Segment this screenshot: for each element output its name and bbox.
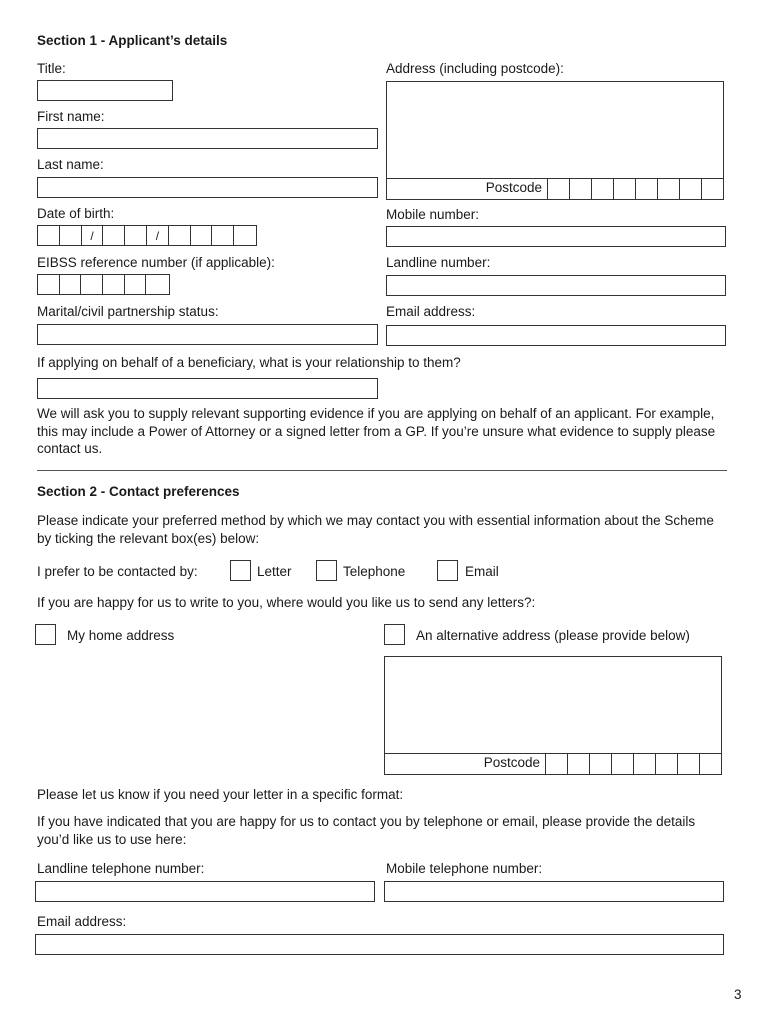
email-input[interactable] xyxy=(386,325,726,346)
alt-postcode-cells[interactable] xyxy=(545,753,721,774)
format-text: Please let us know if you need your letter in a specific format: xyxy=(37,787,404,802)
marital-label: Marital/civil partnership status: xyxy=(37,304,219,319)
dob-cell[interactable] xyxy=(60,226,82,245)
eibss-label: EIBSS reference number (if applicable): xyxy=(37,255,275,270)
page-number: 3 xyxy=(734,987,742,1002)
home-address-checkbox[interactable] xyxy=(35,624,56,645)
dob-separator: / xyxy=(147,226,169,245)
postcode-cell[interactable] xyxy=(546,753,568,774)
first-name-input[interactable] xyxy=(37,128,378,149)
postcode-cell[interactable] xyxy=(590,753,612,774)
mobile-input[interactable] xyxy=(386,226,726,247)
dob-label: Date of birth: xyxy=(37,206,115,221)
alt-address-checkbox[interactable] xyxy=(384,624,405,645)
dob-input[interactable] xyxy=(37,225,257,246)
telephone-label: Telephone xyxy=(343,564,406,579)
alt-address-label: An alternative address (please provide below) xyxy=(416,628,690,643)
email-checkbox[interactable] xyxy=(437,560,458,581)
marital-input[interactable] xyxy=(37,324,378,345)
postcode-cell[interactable] xyxy=(614,178,636,199)
eibss-cell[interactable] xyxy=(125,275,147,294)
dob-cell[interactable] xyxy=(125,226,147,245)
eibss-cell[interactable] xyxy=(81,275,103,294)
landline-tel-label: Landline telephone number: xyxy=(37,861,205,876)
dob-cell[interactable] xyxy=(103,226,125,245)
dob-cell[interactable] xyxy=(191,226,213,245)
title-label: Title: xyxy=(37,61,66,76)
dob-cell[interactable] xyxy=(234,226,256,245)
relationship-input[interactable] xyxy=(37,378,378,399)
eibss-cell[interactable] xyxy=(146,275,169,294)
postcode-cell[interactable] xyxy=(678,753,700,774)
mobile-label: Mobile number: xyxy=(386,207,480,222)
home-address-label: My home address xyxy=(67,628,175,643)
email-label: Email address: xyxy=(386,304,476,319)
landline-tel-input[interactable] xyxy=(35,881,375,902)
section-divider xyxy=(37,470,727,471)
email-option-label: Email xyxy=(465,564,499,579)
relationship-label: If applying on behalf of a beneficiary, what is your relationship to them? xyxy=(37,355,461,370)
prefer-label: I prefer to be contacted by: xyxy=(37,564,198,579)
email-contact-input[interactable] xyxy=(35,934,724,955)
dob-cell[interactable] xyxy=(38,226,60,245)
eibss-input[interactable] xyxy=(37,274,170,295)
postcode-cell[interactable] xyxy=(548,178,570,199)
postcode-cell[interactable] xyxy=(636,178,658,199)
dob-cell[interactable] xyxy=(169,226,191,245)
evidence-text: We will ask you to supply relevant supporting evidence if you are applying on behalf of an applicant. For example, this may include a Power of Attorney or a signed letter from a GP. If you’re unsure what evidence to supply please contact us. xyxy=(37,406,716,456)
title-input[interactable] xyxy=(37,80,173,101)
postcode-cell[interactable] xyxy=(700,753,721,774)
mobile-tel-label: Mobile telephone number: xyxy=(386,861,543,876)
section2-heading: Section 2 - Contact preferences xyxy=(37,484,240,499)
last-name-input[interactable] xyxy=(37,177,378,198)
section1-heading: Section 1 - Applicant’s details xyxy=(37,33,228,48)
alt-postcode-label: Postcode xyxy=(483,755,540,770)
dob-separator: / xyxy=(82,226,104,245)
postcode-cell[interactable] xyxy=(568,753,590,774)
email-contact-label: Email address: xyxy=(37,914,127,929)
mobile-tel-input[interactable] xyxy=(384,881,724,902)
letters-question: If you are happy for us to write to you, where would you like us to send any letters?: xyxy=(37,595,536,610)
first-name-label: First name: xyxy=(37,109,105,124)
alt-address-box[interactable] xyxy=(384,656,722,775)
letter-label: Letter xyxy=(257,564,292,579)
postcode-cell[interactable] xyxy=(680,178,702,199)
last-name-label: Last name: xyxy=(37,157,104,172)
eibss-cell[interactable] xyxy=(103,275,125,294)
eibss-cell[interactable] xyxy=(38,275,60,294)
postcode-cell[interactable] xyxy=(658,178,680,199)
dob-cell[interactable] xyxy=(212,226,234,245)
postcode-cell[interactable] xyxy=(592,178,614,199)
letter-checkbox[interactable] xyxy=(230,560,251,581)
postcode-cell[interactable] xyxy=(656,753,678,774)
address-postcode-label: Postcode xyxy=(485,180,542,195)
postcode-cell[interactable] xyxy=(570,178,592,199)
eibss-cell[interactable] xyxy=(60,275,82,294)
address-postcode-cells[interactable] xyxy=(547,178,723,199)
postcode-cell[interactable] xyxy=(612,753,634,774)
address-box[interactable] xyxy=(386,81,724,200)
landline-input[interactable] xyxy=(386,275,726,296)
postcode-cell[interactable] xyxy=(634,753,656,774)
phone-email-text: If you have indicated that you are happy for us to contact you by telephone or email, please provide the details you’d like us to use here: xyxy=(37,814,696,847)
section2-intro: Please indicate your preferred method by which we may contact you with essential information about the Scheme by ticking the relevant box(es) below: xyxy=(37,513,714,546)
telephone-checkbox[interactable] xyxy=(316,560,337,581)
landline-label: Landline number: xyxy=(386,255,491,270)
postcode-cell[interactable] xyxy=(702,178,723,199)
address-label: Address (including postcode): xyxy=(386,61,564,76)
